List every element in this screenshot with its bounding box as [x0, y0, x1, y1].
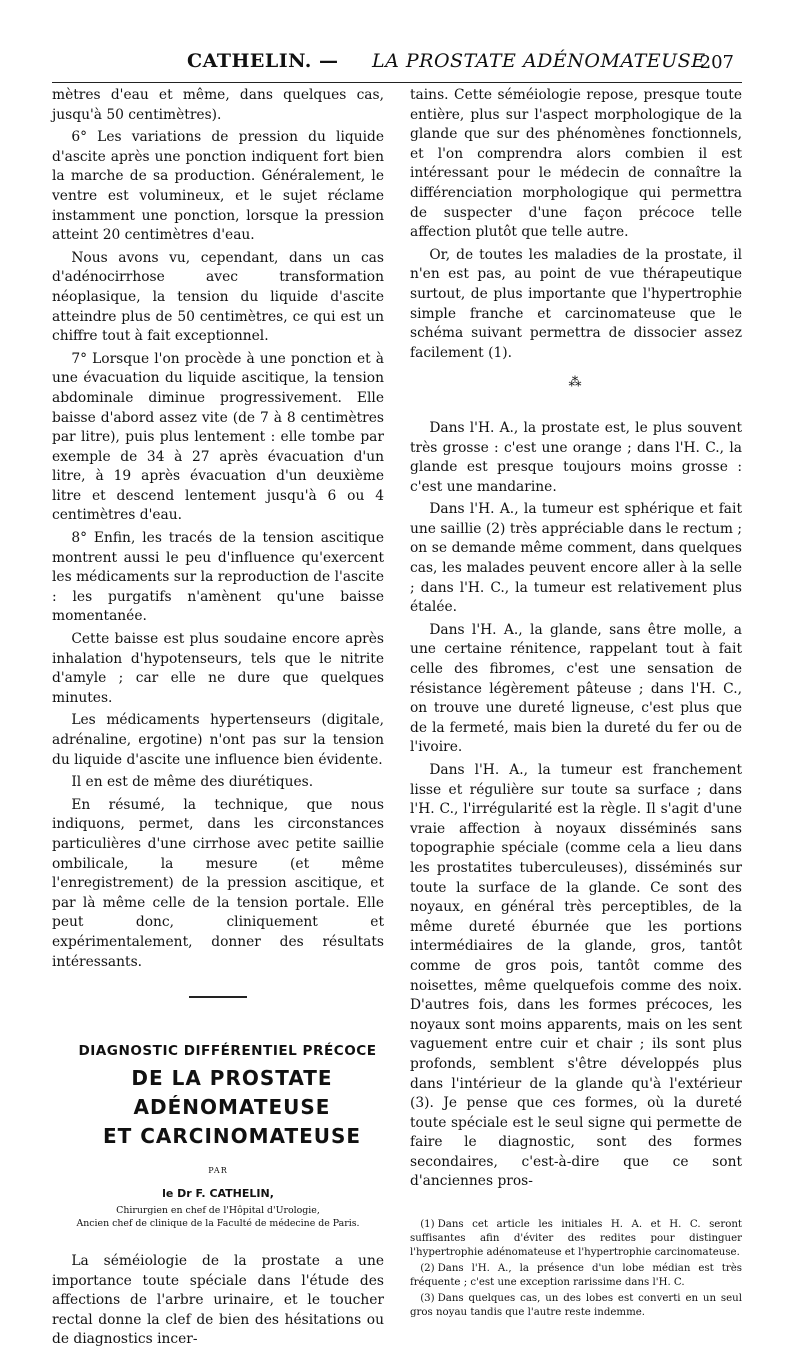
paragraph: 7° Lorsque l'on procède à une ponction et à une évacuation du liquide ascitique, la tension abdominale diminue progressivement. Elle baisse d'abord assez vite (de 7 à 8 centimètres par litre), puis plus lentement : elle tombe par exemple de 34 à 27 après évacuation d'un litre, à 19 après évacuation d'un deuxième litre et descend lentement jusqu'à 6 ou 4 centimètres d'eau.: [52, 350, 384, 524]
right-column: [410, 86, 742, 1322]
page-number: 207: [699, 52, 734, 73]
left-column: [52, 86, 384, 1353]
article-author: le Dr F. CATHELIN,: [162, 1187, 274, 1201]
article-pre-title: DIAGNOSTIC DIFFÉRENTIEL PRÉCOCE: [78, 1043, 377, 1060]
article-intro: La séméiologie de la prostate a une importance toute spéciale dans l'étude des affections de l'arbre urinaire, et le toucher rectal donne la clef de bien des hésitations ou de diagnostics incer-: [52, 1252, 384, 1348]
footnote: [410, 1262, 742, 1290]
footnote-text: Dans quelques cas, un des lobes est converti en un seul gros noyau tandis que l'autre reste indemme.: [410, 1293, 742, 1319]
paragraph: Il en est de même des diurétiques.: [71, 774, 314, 791]
footnote: [410, 1218, 742, 1260]
header-title: LA PROSTATE ADÉNOMATEUSE: [372, 50, 706, 72]
article-heading: [52, 1042, 384, 1230]
paragraph: Les médicaments hypertenseurs (digitale, adrénaline, ergotine) n'ont pas sur la tension du liquide d'ascite une influence bien évidente.: [52, 712, 384, 768]
running-header: [52, 50, 742, 83]
paragraph: Dans l'H. A., la prostate est, le plus souvent très grosse : c'est une orange ; dans l'H. C., la glande est presque toujours moins grosse : c'est une mandarine.: [410, 419, 742, 495]
asterism-separator: ⁂: [568, 375, 584, 391]
paragraph: Dans l'H. A., la tumeur est sphérique et fait une saillie (2) très appréciable dans le rectum ; on se demande même comment, dans quelques cas, les malades peuvent encore aller à la selle ; dans l'H. C., la tumeur est relativement plus étalée.: [410, 501, 742, 616]
article-affiliation: Chirurgien en chef de l'Hôpital d'Urologie,: [116, 1204, 320, 1216]
paragraph: tains. Cette séméiologie repose, presque toute entière, plus sur l'aspect morphologique de la glande que sur des phénomènes fonctionnels, et l'on comprendra alors combien il est intéressant pour le médecin de connaître la différenciation morphologique qui permettra de suspecter d'une façon précoce telle affection plutôt que telle autre.: [410, 87, 742, 241]
article-title-line: DE LA PROSTATE: [131, 1065, 333, 1090]
paragraph: Nous avons vu, cependant, dans un cas d'adénocirrhose avec transformation néoplasique, la tension du liquide d'ascite atteindre plus de 50 centimètres, ce qui est un chiffre tout à fait exceptionnel.: [52, 249, 384, 345]
section-divider: [189, 996, 247, 998]
footnote-text: Dans cet article les initiales H. A. et H. C. seront suffisantes afin d'éviter des redites pour distinguer l'hypertrophie adénomateuse et l'hypertrophie carcinomateuse.: [410, 1219, 742, 1259]
footnote-text: Dans l'H. A., la présence d'un lobe médian est très fréquente ; c'est une exception rarissime dans l'H. C.: [410, 1263, 742, 1289]
paragraph: En résumé, la technique, que nous indiquons, permet, dans les circonstances particulières d'une cirrhose avec petite saillie ombilicale, la mesure (et même l'enregistrement) de la pression ascitique, et par là même celle de la tension portale. Elle peut donc, cliniquement et expérimentalement, donner des résultats intéressants.: [52, 796, 384, 970]
article-title-line: ADÉNOMATEUSE: [133, 1094, 331, 1119]
header-author: CATHELIN. —: [187, 50, 339, 72]
footnote-number: (3): [420, 1293, 435, 1305]
paragraph: Dans l'H. A., la tumeur est franchement lisse et régulière sur toute sa surface ; dans l'H. C., l'irrégularité est la règle. Il s'agit d'une vraie affection à noyaux disséminés sans topographie spéciale (comme cela a lieu dans les prostatites tuberculeuses), disséminés sur toute la surface de la glande. Ce sont des noyaux, en général très perceptibles, de la même dureté éburnée que les portions intermédiaires de la glande, gros, tantôt comme de gros pois, tantôt comme des noisettes, même quelquefois comme des noix. D'autres fois, dans les formes précoces, les noyaux sont moins apparents, mais on les sent vaguement entre cuir et chair ; ils sont plus profonds, semblent s'être développés plus dans l'intérieur de la glande qu'à l'extérieur (3). Je pense que ces formes, où la dureté toute spéciale est le seul signe qui permette de faire le diagnostic, sont des formes secondaires, c'est-à-dire que ce sont d'anciennes pros-: [410, 762, 742, 1190]
paragraph: 6° Les variations de pression du liquide d'ascite après une ponction indiquent fort bien la marche de sa production. Généralement, le ventre est volumineux, et le sujet réclame instamment une ponction, lorsque la pression atteint 20 centimètres d'eau.: [52, 129, 384, 244]
paragraph: Or, de toutes les maladies de la prostate, il n'en est pas, au point de vue thérapeutique surtout, de plus importante que l'hypertrophie simple franche et carcinomateuse que le schéma suivant permettra de dissocier assez facilement (1).: [410, 246, 742, 361]
paragraph: mètres d'eau et même, dans quelques cas, jusqu'à 50 centimètres).: [52, 87, 384, 123]
article-affiliation: Ancien chef de clinique de la Faculté de médecine de Paris.: [76, 1217, 360, 1229]
footnote: [410, 1292, 742, 1320]
paragraph: Cette baisse est plus soudaine encore après inhalation d'hypotenseurs, tels que le nitrite d'amyle ; car elle ne dure que quelques minutes.: [52, 631, 384, 706]
article-by: PAR: [208, 1165, 228, 1175]
paragraph: Dans l'H. A., la glande, sans être molle, a une certaine rénitence, rappelant tout à fait celle des fibromes, c'est une sensation de résistance légèrement pâteuse ; dans l'H. C., on trouve une dureté ligneuse, c'est plus que de la fermeté, mais bien la dureté du fer ou de l'ivoire.: [410, 621, 742, 756]
footnotes: [410, 1218, 742, 1320]
paragraph: 8° Enfin, les tracés de la tension ascitique montrent aussi le peu d'influence qu'exercent les médicaments sur la reproduction de l'ascite : les purgatifs n'amènent qu'une baisse momentanée.: [52, 530, 384, 625]
footnote-number: (1): [420, 1219, 435, 1231]
article-title-line: ET CARCINOMATEUSE: [102, 1123, 362, 1148]
footnote-number: (2): [420, 1263, 435, 1275]
